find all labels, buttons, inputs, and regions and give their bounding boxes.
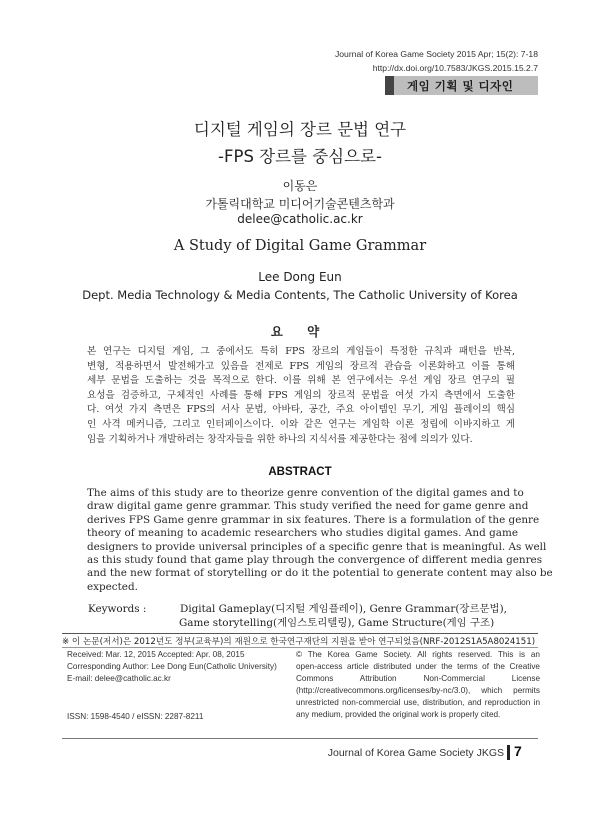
korean-abstract-line: 임을 기획하거나 개발하려는 창작자들을 위한 하나의 지식서를 제공한다는 점에 의의가 있다. — [87, 433, 473, 445]
manuscript-info — [67, 649, 277, 685]
issn: ISSN: 1598-4540 / eISSN: 2287-8211 — [67, 712, 204, 721]
keywords-label: Keywords : — [88, 603, 147, 615]
abstract-heading: ABSTRACT — [268, 466, 332, 478]
license-statement — [296, 649, 540, 721]
license-line: open-access article distributed under the terms of the Creative — [296, 662, 540, 671]
affiliation-english: Dept. Media Technology & Media Contents, The Catholic University of Korea — [82, 288, 518, 302]
author-name-korean: 이동은 — [282, 179, 318, 193]
abstract-line: and the new format of storytelling or do it the potential to generate content may also be — [87, 567, 553, 580]
doi-link[interactable]: http://dx.doi.org/10.7583/JKGS.2015.15.2.7 — [372, 63, 538, 73]
abstract-line: theory of meaning to academic researchers who studies digital games. And game — [87, 527, 518, 540]
funding-note: ※ 이 논문(저서)은 2012년도 정부(교육부)의 재원으로 한국연구재단의 지원을 받아 연구되었음(NRF-2012S1A5A8024151) — [62, 637, 536, 647]
license-line: any medium, provided the original work is properly cited. — [296, 710, 501, 719]
keywords — [88, 602, 507, 630]
author-email[interactable]: delee@catholic.ac.kr — [237, 212, 363, 226]
affiliation-korean: 가톨릭대학교 미디어기술콘텐츠학과 — [205, 197, 395, 211]
footer-separator — [507, 745, 510, 760]
title-korean: 디지털 게임의 장르 문법 연구 — [193, 120, 407, 139]
korean-abstract-line: 요성을 검증하고, 구체적인 사례를 통해 FPS 게임의 장르적 문법을 여섯 가지 측면에서 도출한 — [87, 389, 515, 401]
korean-abstract-line: 본 연구는 디지털 게임, 그 중에서도 특히 FPS 장르의 게임들이 특정한 규칙과 패턴을 반복, — [87, 346, 515, 357]
subtitle-korean: -FPS 장르를 중심으로- — [218, 147, 382, 166]
category-banner — [385, 76, 538, 95]
abstract-line: draw digital game genre grammar. This study verified the need for game genre and — [87, 500, 529, 513]
keywords-line: Game storytelling(게임스토리텔링), Game Structure(게임 구조) — [179, 617, 495, 629]
korean-abstract-line: 세부 문법을 도출하는 것을 목적으로 한다. 이를 위해 본 연구에서는 우선 게임 장르 연구의 필 — [87, 375, 515, 387]
category-label: 게임 기획 및 디자인 — [407, 79, 514, 93]
abstract-line: derives FPS Game genre grammar in six features. There is a formulation of the genre — [87, 513, 540, 526]
license-line[interactable]: (http://creativecommons.org/licenses/by-nc/3.0), which permits — [296, 686, 540, 695]
author-name-english: Lee Dong Eun — [258, 270, 342, 284]
license-line: unrestricted non-commercial use, distribution, and reproduction in — [296, 698, 540, 707]
divider — [62, 647, 538, 648]
keywords-line: Digital Gameplay(디지털 게임플레이), Genre Grammar(장르문법), — [180, 603, 507, 615]
footer-journal-name: Journal of Korea Game Society JKGS — [327, 747, 504, 759]
abstract-line: designers to provide universal principles of a specific genre that is meaningful. As well — [87, 540, 547, 553]
license-line: Commons Attribution Non-Commercial License — [296, 674, 540, 683]
korean-abstract-line: 변형, 적용하면서 발전해가고 있음을 전제로 FPS 게임의 장르적 관습을 이론화하고 이를 통해 — [87, 360, 515, 372]
license-line: © The Korea Game Society. All rights reserved. This is an — [296, 650, 540, 659]
corresponding-email[interactable]: E-mail: delee@catholic.ac.kr — [67, 674, 171, 683]
korean-abstract-body — [87, 345, 515, 447]
page-number: 7 — [514, 743, 522, 759]
abstract-body — [87, 487, 553, 594]
korean-abstract-heading: 요 약 — [270, 324, 330, 339]
korean-abstract-line: 다. 여섯 가지 측면은 FPS의 서사 문법, 아바타, 공간, 주요 아이템인 무기, 게임 플레이의 핵심 — [87, 404, 515, 416]
footer-divider — [62, 738, 538, 739]
abstract-line: The aims of this study are to theorize genre convention of the digital games and to — [87, 487, 524, 499]
abstract-line: as this study found that game play through the convergence of different media genres — [87, 554, 543, 567]
abstract-line: expected. — [87, 580, 138, 593]
korean-abstract-line: 인 사격 메커니즘, 그리고 인터페이스이다. 이와 같은 연구는 게임학 이론 정립에 이바지하고 게 — [87, 418, 515, 430]
category-marker — [385, 76, 394, 95]
divider — [62, 633, 538, 634]
title-english: A Study of Digital Game Grammar — [173, 238, 427, 254]
journal-citation: Journal of Korea Game Society 2015 Apr; 15(2): 7-18 — [334, 49, 538, 59]
received-accepted-dates: Received: Mar. 12, 2015 Accepted: Apr. 08, 2015 — [67, 650, 245, 659]
corresponding-author: Corresponding Author: Lee Dong Eun(Catholic University) — [67, 662, 277, 671]
